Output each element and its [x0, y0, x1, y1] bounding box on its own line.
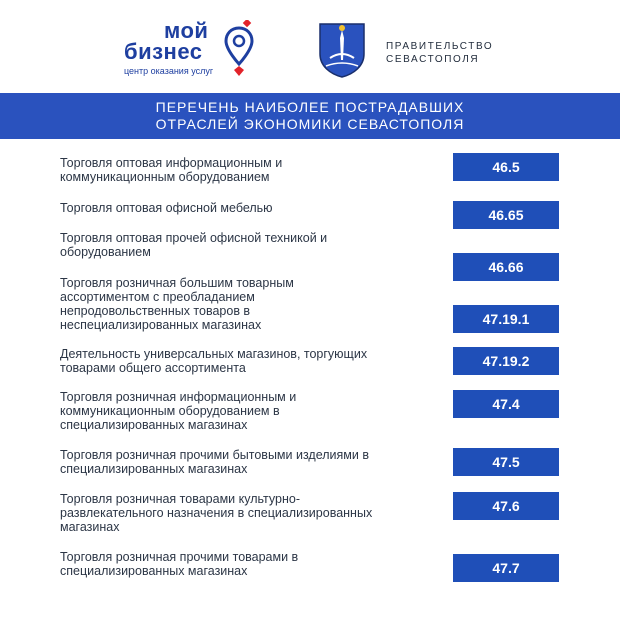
government-title [386, 40, 493, 66]
industry-name-line: Торговля оптовая прочей офисной техникой и [60, 231, 328, 245]
industry-name [60, 347, 445, 375]
industry-name [60, 448, 445, 476]
industry-name [60, 231, 445, 259]
logo-subtitle: центр оказания услуг [124, 66, 214, 76]
industry-name [60, 390, 445, 432]
industry-name-line: специализированных магазинах [60, 564, 248, 578]
okved-code-badge: 47.5 [453, 448, 559, 476]
industry-name-line: Торговля оптовая информационным и [60, 156, 283, 170]
okved-code-badge: 46.65 [453, 201, 559, 229]
government-line-2: СЕВАСТОПОЛЯ [386, 54, 480, 65]
industry-name-line: Торговля розничная прочими товарами в [60, 550, 299, 564]
industry-name [60, 550, 445, 578]
okved-code-badge: 47.19.2 [453, 347, 559, 375]
industry-name-line: Торговля розничная информационным и [60, 390, 297, 404]
moy-biznes-logo [120, 18, 260, 84]
industry-name [60, 156, 445, 184]
industry-name-line: специализированных магазинах [60, 462, 248, 476]
banner-line-2: ОТРАСЛЕЙ ЭКОНОМИКИ СЕВАСТОПОЛЯ [155, 116, 465, 132]
government-line-1: ПРАВИТЕЛЬСТВО [386, 41, 494, 52]
okved-code-badge: 47.7 [453, 554, 559, 582]
title-banner [0, 93, 620, 139]
industry-name-line: Торговля розничная прочими бытовыми изделиями в [60, 448, 369, 462]
sevastopol-crest-icon [316, 20, 368, 78]
industry-name-line: ассортиментом с преобладанием [60, 290, 255, 304]
okved-code-badge: 47.19.1 [453, 305, 559, 333]
industry-name-line: товарами общего ассортимента [60, 361, 246, 375]
logo-word-biznes: бизнес [124, 39, 203, 64]
industry-name-line: Торговля оптовая офисной мебелью [60, 201, 273, 215]
okved-code-badge: 46.5 [453, 153, 559, 181]
industry-name-line: Торговля розничная большим товарным [60, 276, 294, 290]
industry-name-line: магазинах [60, 520, 120, 534]
industry-name [60, 276, 445, 332]
okved-code-badge: 47.4 [453, 390, 559, 418]
industry-name-line: специализированных магазинах [60, 418, 248, 432]
banner-line-1: ПЕРЕЧЕНЬ НАИБОЛЕЕ ПОСТРАДАВШИХ [155, 99, 465, 115]
industry-name [60, 201, 445, 215]
industry-name-line: Торговля розничная товарами культурно- [60, 492, 300, 506]
industry-name-line: Деятельность универсальных магазинов, торгующих [60, 347, 368, 361]
location-pin-icon [224, 20, 254, 78]
okved-code-badge: 47.6 [453, 492, 559, 520]
header [0, 0, 620, 92]
logo-word-moy: мой [164, 18, 209, 43]
industry-name-line: коммуникационным оборудованием в [60, 404, 280, 418]
industry-name-line: оборудованием [60, 245, 151, 259]
industry-name [60, 492, 445, 534]
industry-name-line: развлекательного назначения в специализированных [60, 506, 373, 520]
industry-name-line: непродовольственных товаров в [60, 304, 251, 318]
okved-code-badge: 46.66 [453, 253, 559, 281]
industry-name-line: коммуникационным оборудованием [60, 170, 270, 184]
industry-name-line: неспециализированных магазинах [60, 318, 262, 332]
industry-list [0, 139, 620, 620]
